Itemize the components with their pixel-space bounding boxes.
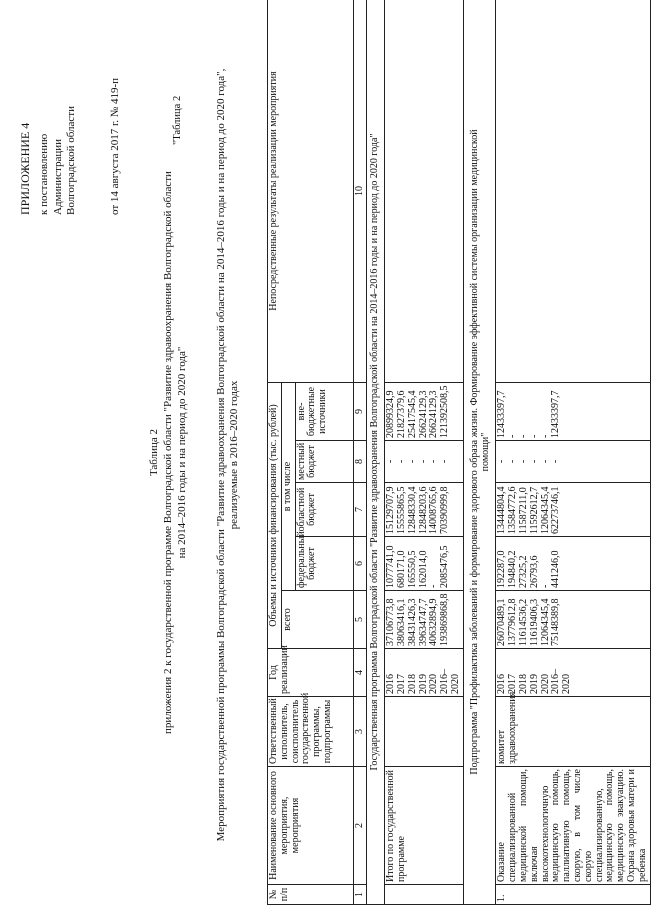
subprogram-row [463, 0, 496, 905]
total-list [496, 591, 650, 649]
list-value: 38063416,1 [395, 598, 407, 646]
list-value: 12064345,4 [539, 486, 551, 534]
list-value: - [517, 459, 529, 464]
list-value: 26624129,3 [428, 390, 440, 438]
section-program-row [367, 0, 385, 905]
list-value: 38431426,3 [406, 598, 418, 646]
year-list [385, 649, 464, 697]
list-value: 25417545,4 [406, 390, 418, 438]
list-value: 26624129,3 [417, 390, 429, 438]
regional-list [496, 483, 650, 537]
col-number: 8 [353, 441, 367, 483]
header-regional: областной бюджет [295, 483, 353, 537]
header-funding: Объемы и источники финансирования (тыс. рублей) [268, 383, 282, 649]
list-value: 20899324,9 [385, 390, 397, 438]
list-value: - [385, 459, 397, 464]
list-value: - [395, 459, 407, 464]
list-value: 75148389,8 [550, 598, 562, 646]
header-year: Год реализации [268, 649, 354, 697]
list-value: - [428, 584, 440, 588]
list-value: 27325,2 [517, 555, 529, 588]
list-value: 21827379,6 [395, 390, 407, 438]
header-name: Наименование основного мероприятия, мероприятия [268, 767, 354, 885]
list-value: 2017 [507, 674, 519, 694]
col-number: 4 [353, 649, 367, 697]
measure-executor: комитет здравоохранения [496, 697, 650, 767]
list-value: - [550, 459, 562, 464]
col-number: 5 [353, 591, 367, 649]
table-label: Таблица 2 [148, 428, 160, 477]
list-value: - [507, 459, 519, 464]
list-value: 15129707,9 [385, 486, 397, 534]
list-value: - [539, 459, 551, 464]
list-value: 194840,2 [507, 550, 519, 588]
list-value: 11619406,3 [528, 598, 540, 646]
list-value: 14008765,6 [428, 486, 440, 534]
col-number: 6 [353, 537, 367, 591]
blank-cell [385, 0, 464, 383]
resolution-date: от 14 августа 2017 г. № 419-п [109, 77, 121, 215]
list-value: - [417, 459, 429, 464]
list-value: 165550,5 [406, 550, 418, 588]
list-value: 2016–2020 [550, 669, 573, 694]
list-value: - [496, 459, 508, 464]
main-title: Мероприятия государственной программы Волгоградской области "Развитие здравоохранения Волгоградской области на 2014–2016 годы и на период до 2020 года", реализуемые в 2016–2020 годах [215, 68, 241, 842]
program-total-label: Итого по государственной программе [385, 767, 464, 885]
header-total: всего [281, 591, 353, 649]
year-list [496, 649, 650, 697]
list-value: 15555865,5 [395, 486, 407, 534]
col-number: 2 [353, 767, 367, 885]
list-value: 441246,0 [550, 550, 562, 588]
list-value: 2085476,5 [439, 545, 451, 588]
list-value: 70390999,8 [439, 486, 451, 534]
list-value: - [528, 459, 540, 464]
list-value: 2016–2020 [439, 669, 461, 694]
federal-list [385, 537, 464, 591]
list-value: 40632894,9 [428, 598, 440, 646]
list-value: 2017 [395, 674, 407, 694]
list-value: 11592612,7 [528, 486, 540, 534]
list-value: 192287,0 [496, 550, 508, 588]
header-offbudget: вне-бюджетные источники [295, 383, 353, 441]
list-value: 26070489,1 [496, 598, 508, 646]
list-value: 12433397,7 [550, 390, 562, 438]
header-including: в том числе [281, 383, 295, 591]
list-value: 2018 [517, 674, 529, 694]
table-label-quoted: "Таблица 2 [172, 95, 183, 145]
list-value: 12848203,6 [417, 486, 429, 534]
header-local: местный бюджет [295, 441, 353, 483]
measure-name: Оказание специализированной медицинской помощи, включая высокотехнологичную медицинскую помощь, паллиативную помощь, скорую, в том числе скорую специализированную, медицинскую помощь, медицинскую эвакуацию. Охрана здоровья матери и ребенка [496, 767, 650, 885]
section-program-title: Государственная программа Волгоградской области "Развитие здравоохранения Волгоградской области на 2014–2016 годы и на период до 2020 года" [367, 0, 385, 905]
header-federal: федеральный бюджет [295, 537, 353, 591]
total-list [385, 591, 464, 649]
table-header-row [268, 0, 282, 905]
list-value: 2016 [385, 674, 397, 694]
appendix-block [18, 35, 78, 215]
list-value: - [439, 459, 451, 464]
list-value: 2018 [406, 674, 418, 694]
list-value: 12848330,4 [406, 486, 418, 534]
regional-list [385, 483, 464, 537]
list-value: 11587211,0 [517, 487, 529, 534]
funding-table [267, 0, 651, 905]
list-value: 2019 [417, 674, 429, 694]
list-value: 193869868,8 [439, 593, 451, 646]
list-value: 62273746,1 [550, 486, 562, 534]
appendix-line: Администрации [51, 138, 64, 215]
list-value: - [517, 434, 529, 438]
list-value: 13444804,4 [496, 486, 508, 534]
blank-cell [385, 697, 464, 767]
list-value: 11614536,2 [517, 598, 529, 646]
subprogram-title: Подпрограмма "Профилактика заболеваний и формирование здорового образа жизни. Формирование эффективной системы организации медицинской помощи" [463, 0, 496, 905]
blank-cell [385, 885, 464, 905]
list-value: - [428, 459, 440, 464]
offbudget-list [385, 383, 464, 441]
list-value: 37106773,8 [385, 598, 397, 646]
col-number: 9 [353, 383, 367, 441]
header-executor: Ответственный исполнитель, соисполнитель государственной программы, подпрограммы [268, 697, 354, 767]
header-results: Непосредственные результаты реализации мероприятия [268, 0, 354, 383]
col-number: 1 [353, 885, 367, 905]
list-value: - [406, 459, 418, 464]
col-number: 10 [353, 0, 367, 383]
row-number: 1. [496, 885, 650, 905]
list-value: 13779612,8 [507, 598, 519, 646]
list-value: - [528, 434, 540, 438]
list-value: - [539, 584, 551, 588]
federal-list [496, 537, 650, 591]
list-value: 2020 [428, 674, 440, 694]
list-value: 162014,0 [417, 550, 429, 588]
column-number-row [353, 0, 367, 905]
program-total-row [385, 0, 464, 905]
local-list [496, 441, 650, 483]
list-value: 12433397,7 [496, 390, 508, 438]
list-value: 2020 [539, 674, 551, 694]
header-num: № п/п [268, 885, 354, 905]
list-value: 2016 [496, 674, 508, 694]
list-value: 1077741,0 [385, 545, 397, 588]
col-number: 3 [353, 697, 367, 767]
table-caption-line: на 2014–2016 годы и на период до 2020 года" [175, 346, 188, 559]
measure-row [496, 0, 650, 905]
col-number: 7 [353, 483, 367, 537]
list-value: 2019 [528, 674, 540, 694]
table-caption-line: приложения 2 к государственной программе Волгоградской области "Развитие здравоохранения Волгоградской области [161, 171, 174, 734]
appendix-line: к постановлению [38, 133, 51, 215]
blank-cell [496, 0, 650, 383]
list-value: 26793,6 [528, 555, 540, 588]
list-value: 12064345,4 [539, 598, 551, 646]
list-value: 39634747,7 [417, 598, 429, 646]
list-value: 13584772,6 [507, 486, 519, 534]
list-value: - [507, 434, 519, 438]
list-value: 121392508,5 [439, 385, 451, 438]
appendix-line: Волгоградской области [64, 106, 77, 215]
list-value: - [539, 434, 551, 438]
list-value: 680171,0 [395, 550, 407, 588]
appendix-title: ПРИЛОЖЕНИЕ 4 [18, 122, 32, 215]
offbudget-list [496, 383, 650, 441]
local-list [385, 441, 464, 483]
